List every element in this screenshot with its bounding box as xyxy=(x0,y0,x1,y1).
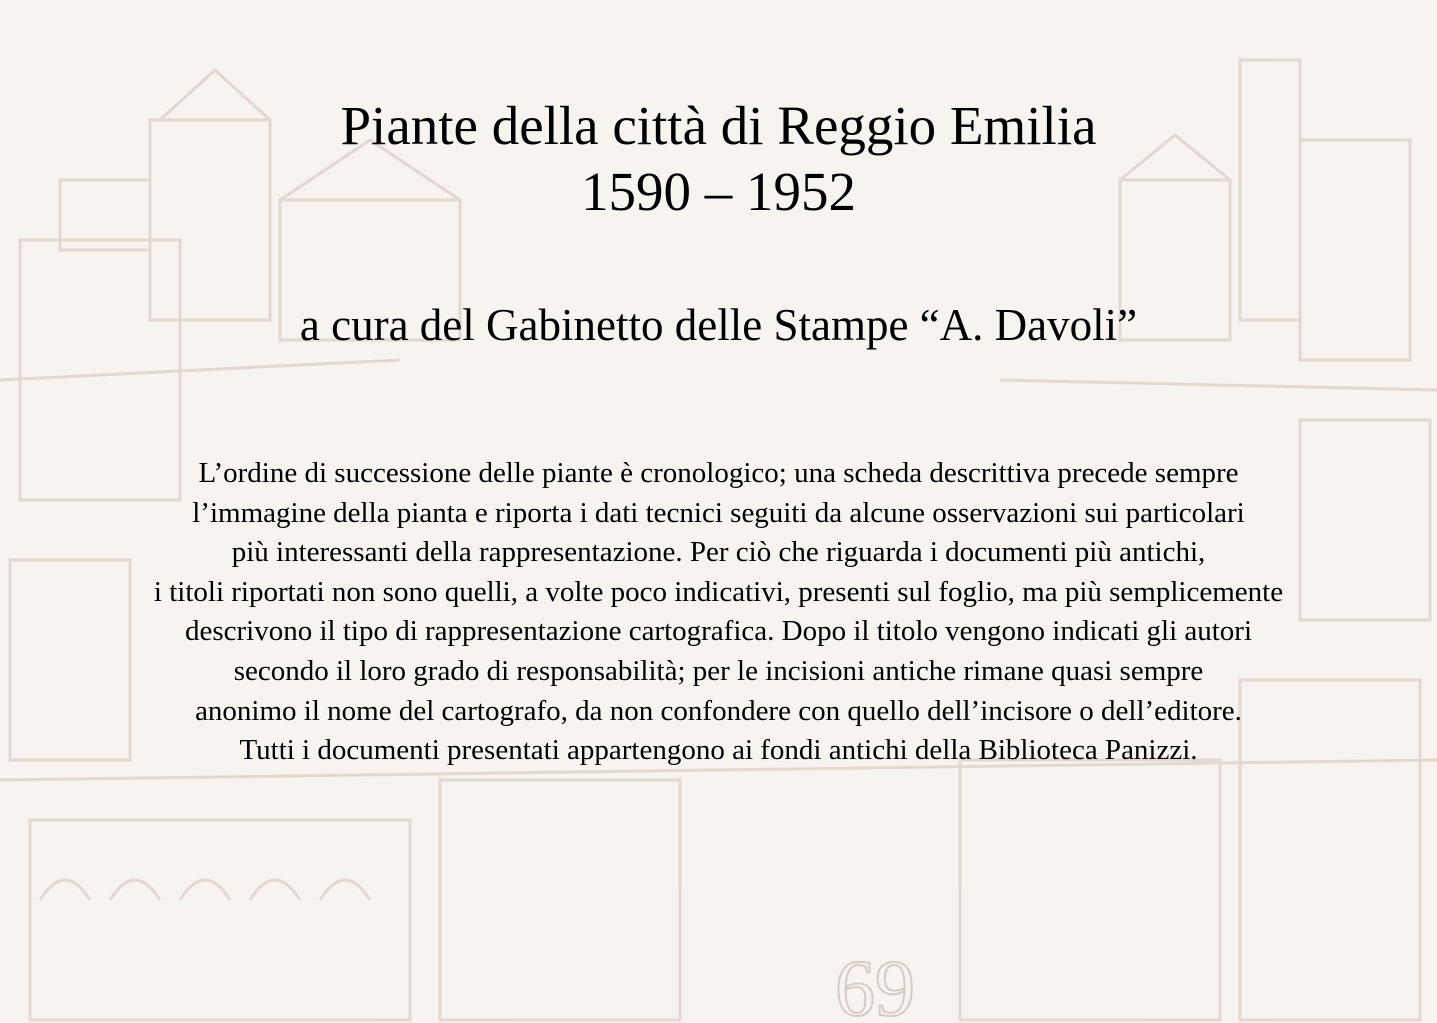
page-title: Piante della città di Reggio Emilia xyxy=(340,95,1097,156)
paragraph-line: più interessanti della rappresentazione. Per ciò che riguarda i documenti più antichi, xyxy=(231,536,1206,569)
paragraph-line: Tutti i documenti presentati appartengono ai fondi antichi della Biblioteca Panizzi. xyxy=(239,734,1198,767)
paragraph-line: L’ordine di successione delle piante è cronologico; una scheda descrittiva precede sempre xyxy=(198,457,1239,489)
page-number-watermark: 69 xyxy=(835,945,915,1023)
intro-paragraph xyxy=(0,454,1437,771)
paragraph-line: secondo il loro grado di responsabilità; per le incisioni antiche rimane quasi sempre xyxy=(233,654,1204,687)
paragraph-line: i titoli riportati non sono quelli, a volte poco indicativi, presenti sul foglio, ma più semplicemente xyxy=(153,575,1284,608)
paragraph-line: l’immagine della pianta e riporta i dati tecnici seguiti da alcune osservazioni sui particolari xyxy=(192,496,1245,529)
paragraph-line: anonimo il nome del cartografo, da non confondere con quello dell’incisore o dell’editore. xyxy=(195,694,1242,727)
subtitle: a cura del Gabinetto delle Stampe “A. Davoli” xyxy=(299,300,1138,350)
paragraph-line: descrivono il tipo di rappresentazione cartografica. Dopo il titolo vengono indicati gli autori xyxy=(184,615,1253,648)
date-range: 1590 – 1952 xyxy=(581,161,856,222)
